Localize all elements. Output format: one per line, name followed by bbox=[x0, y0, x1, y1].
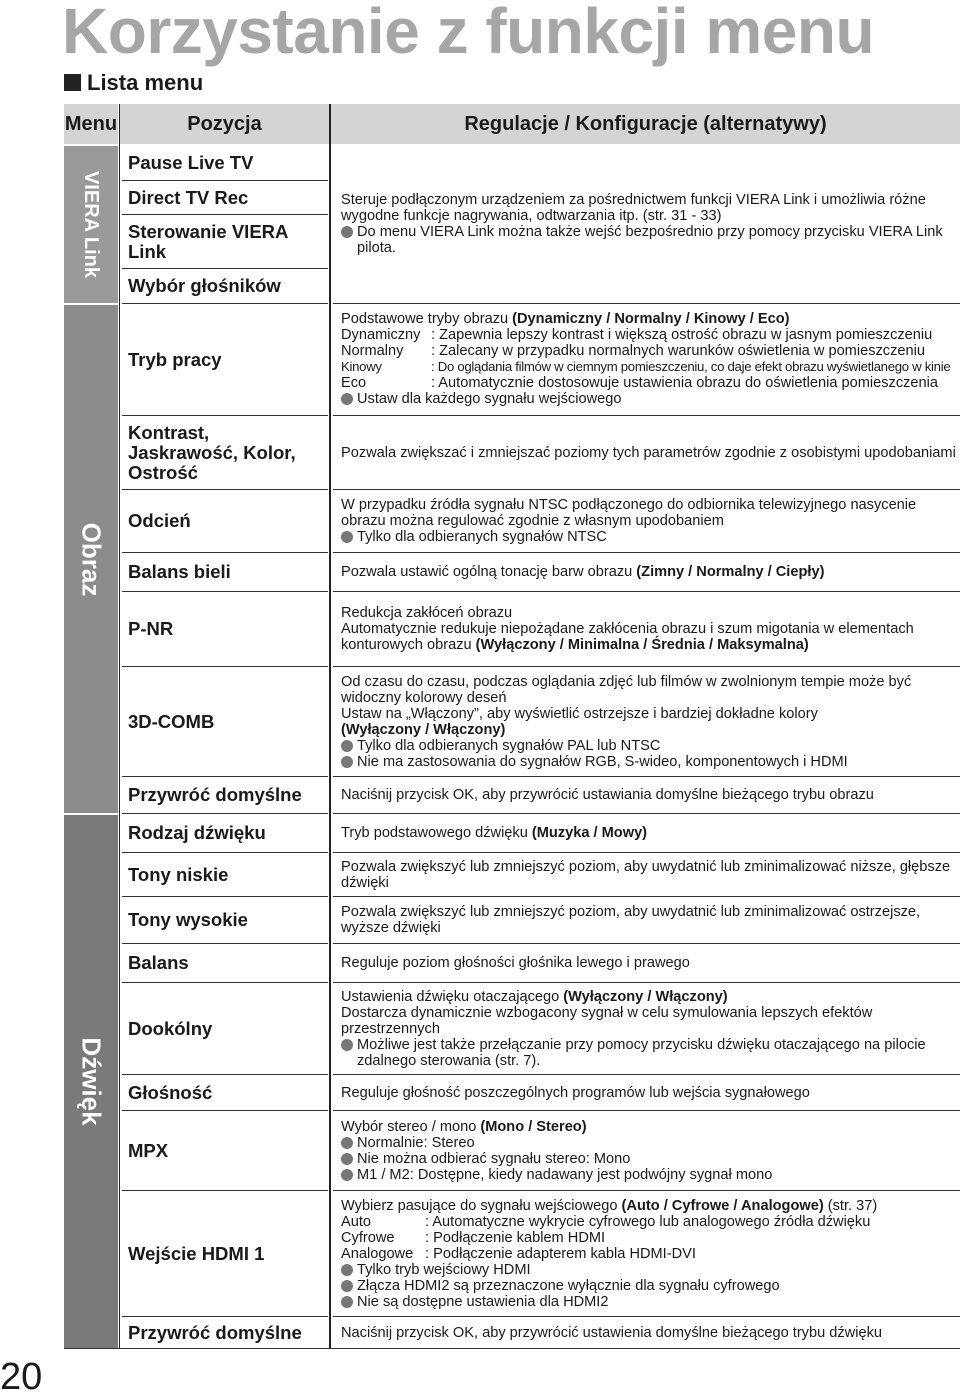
item-wejscie-hdmi-1: Wejście HDMI 1 bbox=[128, 1242, 265, 1264]
desc-balans-bieli: Pozwala ustawić ogólną tonację barw obrazu (Zimny / Normalny / Ciepły) bbox=[341, 564, 825, 580]
bullet-icon bbox=[341, 1137, 353, 1149]
item-sterowanie-viera-link: Sterowanie VIERA Link bbox=[128, 220, 288, 262]
header-item: Pozycja bbox=[120, 104, 329, 144]
desc-reset-obraz: Naciśnij przycisk OK, aby przywrócić ustawiania domyślne bieżącego trybu obrazu bbox=[341, 787, 874, 803]
item-p-nr: P-NR bbox=[128, 618, 174, 639]
item-balans-bieli: Balans bieli bbox=[128, 561, 231, 582]
bullet-icon bbox=[341, 756, 353, 768]
desc-tony-wysokie: Pozwala zwiększyć lub zmniejszyć poziom, aby uwydatnić lub zminimalizować ostrzejsze, wyższe dźwięki bbox=[341, 904, 921, 936]
item-odcien: Odcień bbox=[128, 510, 191, 531]
desc-balans: Reguluje poziom głośności głośnika lewego i prawego bbox=[341, 955, 690, 971]
desc-dookolny: Ustawienia dźwięku otaczającego (Wyłączony / Włączony) Dostarcza dynamicznie wzbogacony sygnał w celu symulowania lepszych efektów przestrzennych Możliwe jest także przełączanie przy pomocy przycisku dźwięku otaczającego na pilocie zdalnego sterowania (str. 7). bbox=[341, 988, 926, 1069]
row-separator bbox=[333, 303, 960, 304]
desc-3d-comb: Od czasu do czasu, podczas oglądania zdjęć lub filmów w zwolnionym tempie może być widoczny kolorowy deseń Ustaw na „Włączony”, aby wyświetlić ostrzejsze i bardziej dokładne kolory (Wyłączony / Włączony) Tylko dla odbieranych sygnałów PAL lub NTSC Nie ma zastosowania do sygnałów RGB, S-wideo, komponentowych i HDMI bbox=[341, 673, 912, 770]
bullet-icon bbox=[341, 1169, 353, 1181]
desc-wejscie-hdmi: Wybierz pasujące do sygnału wejściowego (Auto / Cyfrowe / Analogowe) (str. 37) Auto : Automatyczne wykrycie cyfrowego lub analogowego źródła dźwięku Cyfrowe : Podłączenie kablem HDMI Analogowe : Podłączenie adapterem kabla HDMI-DVI Tylko tryb wejściowy HDMI Złącza HDMI2 są przeznaczone wyłącznie dla sygnału cyfrowego Nie są dostępne ustawienia dla HDMI2 bbox=[341, 1197, 878, 1310]
item-pause-live-tv: Pause Live TV bbox=[128, 152, 254, 173]
desc-p-nr: Redukcja zakłóceń obrazu Automatycznie redukuje niepożądane zakłócenia obrazu i szum migotania w elementach konturowych obrazu (Wyłączony / Minimalna / Średnia / Maksymalna) bbox=[341, 605, 914, 653]
item-mpx: MPX bbox=[128, 1139, 169, 1161]
desc-viera-link: Steruje podłączonym urządzeniem za pośrednictwem funkcji VIERA Link i umożliwia różne wygodne funkcje nagrywania, odtwarzania itp. (str. 31 - 33) Do menu VIERA Link można także wejść bezpośrednio przy pomocy przycisku VIERA Link pilota. bbox=[341, 192, 943, 256]
menu-band-obraz bbox=[64, 305, 118, 813]
item-glosnosc: Głośność bbox=[128, 1081, 213, 1103]
page-number: 20 bbox=[0, 1356, 43, 1398]
desc-tony-niskie: Pozwala zwiększyć lub zmniejszyć poziom, aby uwydatnić lub zminimalizować niższe, głębsze dźwięki bbox=[341, 858, 951, 891]
item-direct-tv-rec: Direct TV Rec bbox=[128, 186, 249, 208]
desc-odcien: W przypadku źródła sygnału NTSC podłączonego do odbiornika telewizyjnego nasycenie obrazu można regulować zgodnie z własnym upodobaniem Tylko dla odbieranych sygnałów NTSC bbox=[341, 497, 917, 545]
header-menu: Menu bbox=[64, 104, 118, 144]
section-title: Lista menu bbox=[87, 70, 204, 95]
item-przywroc-domyslne-obraz: Przywróć domyślne bbox=[128, 784, 302, 805]
item-kontrast: Kontrast, Jaskrawość, Kolor, Ostrość bbox=[128, 421, 296, 483]
bullet-icon bbox=[341, 531, 353, 543]
bullet-icon bbox=[341, 1039, 353, 1051]
item-przywroc-domyslne-dzwiek: Przywróć domyślne bbox=[128, 1321, 302, 1343]
column-divider bbox=[329, 104, 331, 1348]
bullet-icon bbox=[341, 1296, 353, 1308]
menu-name: VIERA Link bbox=[80, 170, 103, 279]
bullet-icon bbox=[341, 1153, 353, 1165]
bullet-icon bbox=[341, 1280, 353, 1292]
item-rodzaj-dzwieku: Rodzaj dźwięku bbox=[128, 822, 266, 843]
desc-glosnosc: Reguluje głośność poszczególnych programów lub wejścia sygnałowego bbox=[341, 1084, 810, 1101]
desc-reset-dzwiek: Naciśnij przycisk OK, aby przywrócić ustawienia domyślne bieżącego trybu dźwięku bbox=[341, 1324, 882, 1341]
menu-band-viera bbox=[64, 146, 118, 303]
column-divider bbox=[119, 104, 120, 1348]
item-balans: Balans bbox=[128, 952, 189, 973]
menu-name: Dźwięk bbox=[76, 1037, 107, 1126]
item-3d-comb: 3D-COMB bbox=[128, 710, 215, 732]
item-tony-wysokie: Tony wysokie bbox=[128, 909, 248, 930]
desc-tryb-pracy: Podstawowe tryby obrazu (Dynamiczny / Normalny / Kinowy / Eco) Dynamiczny : Zapewnia lepszy kontrast i większą ostrość obrazu w jasnym pomieszczeniu Normalny : Zalecany w przypadku normalnych warunków oświetlenia w pomieszczeniu Kinowy : Do oglądania filmów w ciemnym pomieszczeniu, co daje efekt obrazu wyświetlanego w kinie Eco : Automatycznie dostosowuje ustawienia obrazu do oświetlenia pomieszczenia Ustaw dla każdego sygnału wejściowego bbox=[341, 311, 951, 407]
table-bottom-border bbox=[64, 1348, 960, 1349]
bullet-icon bbox=[341, 226, 353, 238]
square-bullet-icon bbox=[64, 74, 81, 91]
desc-mpx: Wybór stereo / mono (Mono / Stereo) Normalnie: Stereo Nie można odbierać sygnału stereo: Mono M1 / M2: Dostępne, kiedy nadawany jest podwójny sygnał mono bbox=[341, 1118, 773, 1183]
bullet-icon bbox=[341, 1264, 353, 1276]
page-title: Korzystanie z funkcji menu bbox=[62, 0, 875, 67]
header-setting: Regulacje / Konfiguracje (alternatywy) bbox=[331, 104, 960, 144]
item-tryb-pracy: Tryb pracy bbox=[128, 348, 222, 370]
bullet-icon bbox=[341, 740, 353, 752]
item-wybor-glosnikow: Wybór głośników bbox=[128, 275, 281, 296]
menu-name: Obraz bbox=[76, 522, 107, 596]
desc-kontrast: Pozwala zwiększać i zmniejszać poziomy tych parametrów zgodnie z osobistymi upodobaniami bbox=[341, 444, 956, 461]
item-dookolny: Dookólny bbox=[128, 1017, 213, 1039]
section-heading bbox=[64, 70, 203, 96]
item-tony-niskie: Tony niskie bbox=[128, 863, 229, 885]
desc-rodzaj-dzwieku: Tryb podstawowego dźwięku (Muzyka / Mowy) bbox=[341, 825, 648, 841]
bullet-icon bbox=[341, 393, 353, 405]
menu-band-dzwiek bbox=[64, 815, 118, 1348]
